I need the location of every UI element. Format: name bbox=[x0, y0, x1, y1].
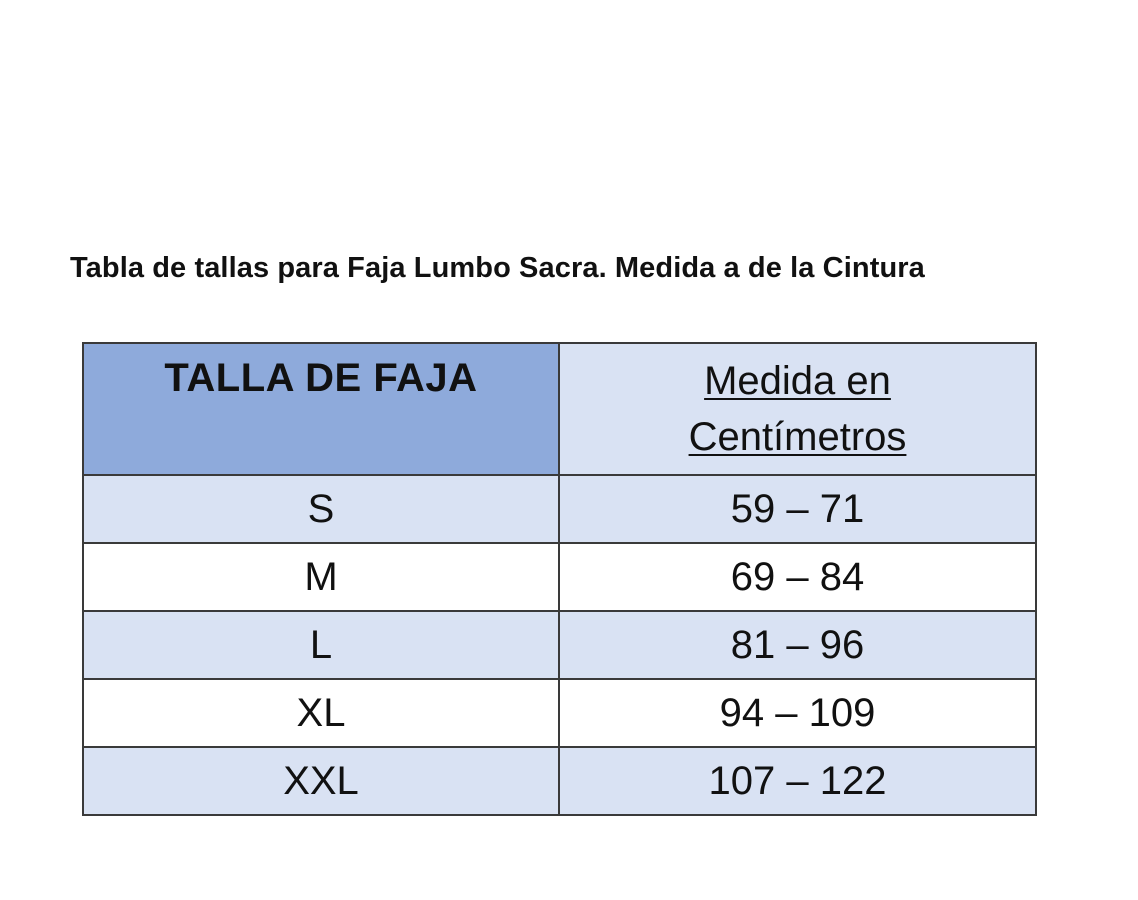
range-cell: 69 – 84 bbox=[559, 543, 1036, 611]
size-cell: XL bbox=[83, 679, 559, 747]
header-measure-line2: Centímetros bbox=[688, 415, 907, 459]
range-cell: 81 – 96 bbox=[559, 611, 1036, 679]
table-row bbox=[83, 747, 1036, 815]
page-title: Tabla de tallas para Faja Lumbo Sacra. Medida a de la Cintura bbox=[70, 252, 925, 284]
header-size: TALLA DE FAJA bbox=[83, 343, 559, 475]
range-cell: 94 – 109 bbox=[559, 679, 1036, 747]
header-measure-line1: Medida en bbox=[704, 359, 891, 403]
range-cell: 107 – 122 bbox=[559, 747, 1036, 815]
range-cell: 59 – 71 bbox=[559, 475, 1036, 543]
size-chart-table bbox=[82, 342, 1037, 816]
size-cell: M bbox=[83, 543, 559, 611]
table-row bbox=[83, 611, 1036, 679]
header-measure bbox=[559, 343, 1036, 475]
table-row bbox=[83, 679, 1036, 747]
size-cell: XXL bbox=[83, 747, 559, 815]
table-row bbox=[83, 475, 1036, 543]
table-row bbox=[83, 543, 1036, 611]
table-header-row bbox=[83, 343, 1036, 475]
size-cell: S bbox=[83, 475, 559, 543]
size-cell: L bbox=[83, 611, 559, 679]
